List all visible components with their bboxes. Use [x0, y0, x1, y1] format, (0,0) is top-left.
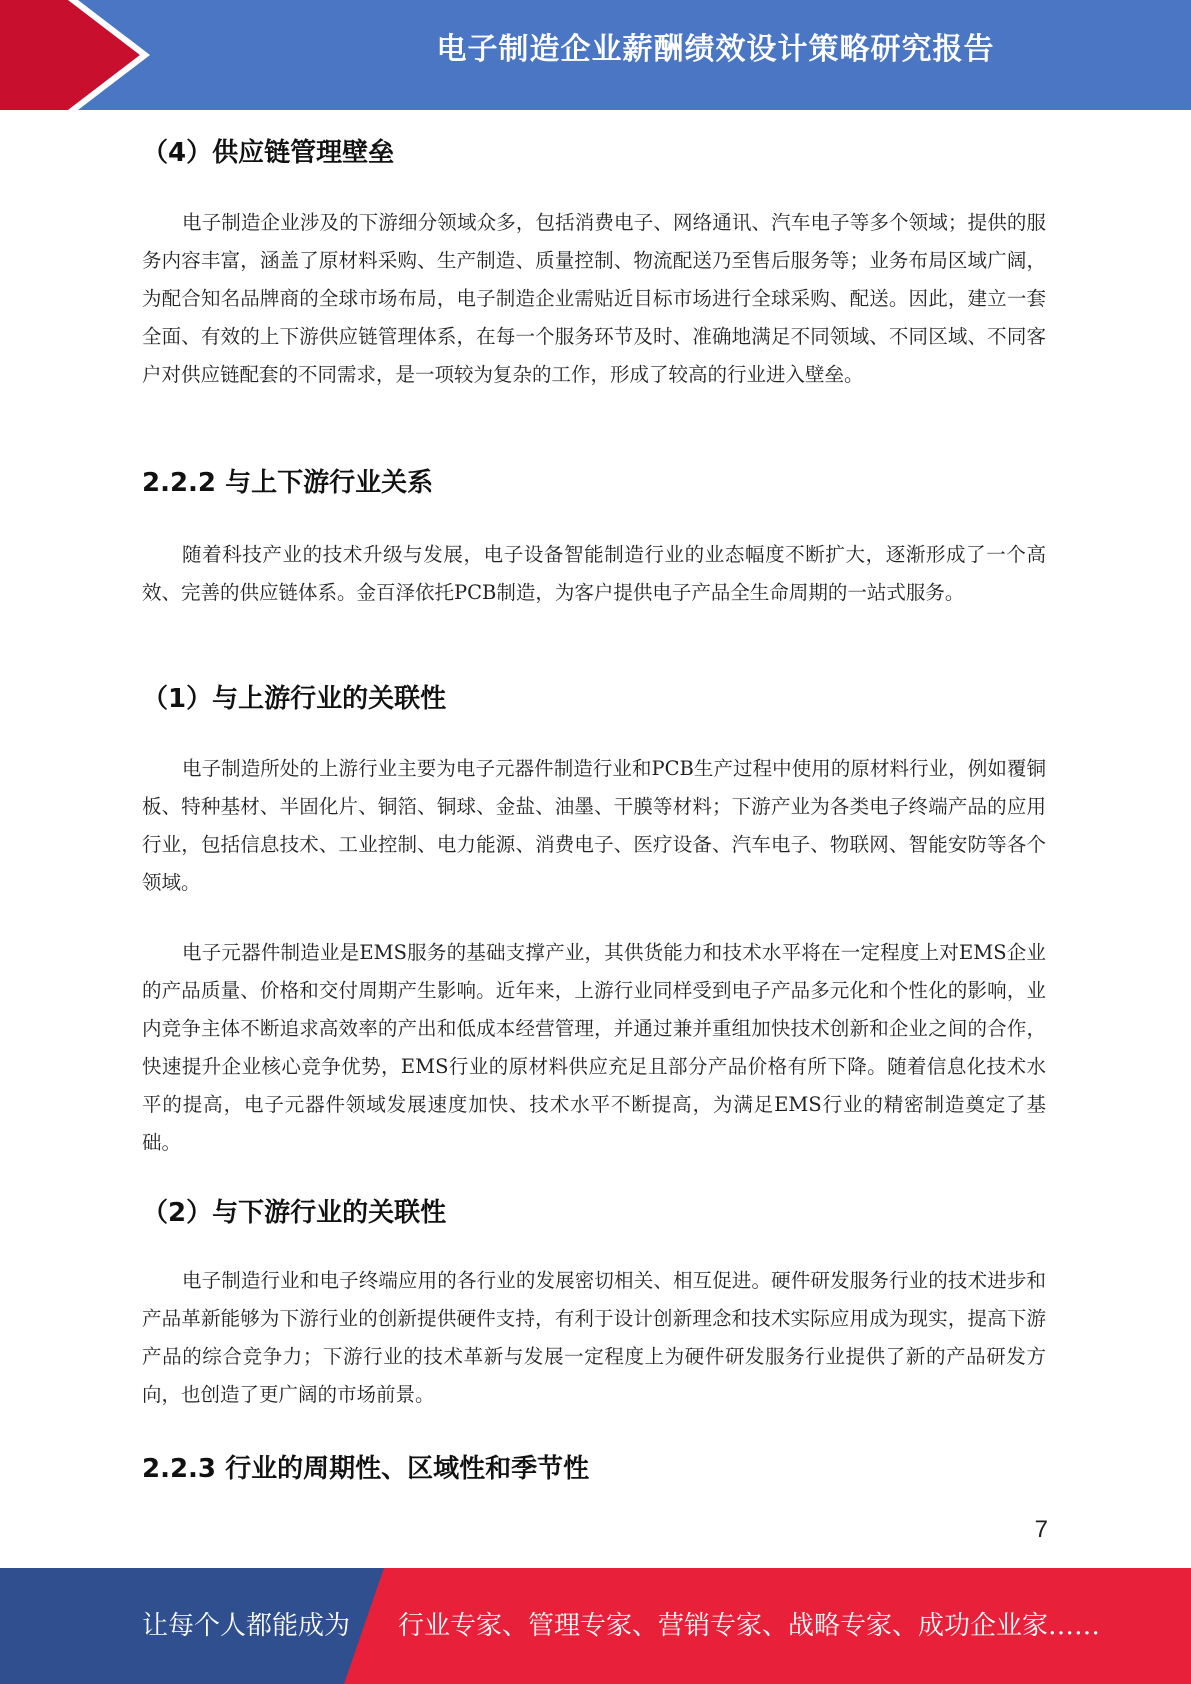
page-header — [0, 0, 1191, 110]
header-arrow-decoration — [0, 0, 150, 110]
page-footer — [0, 1568, 1191, 1684]
paragraph-upstream-relation: 电子制造所处的上游行业主要为电子元器件制造行业和PCB生产过程中使用的原材料行业，例如覆铜板、特种基材、半固化片、铜箔、铜球、金盐、油墨、干膜等材料；下游产业为各类电子终端产品的应用行业，包括信息技术、工业控制、电力能源、消费电子、医疗设备、汽车电子、物联网、智能安防等各个领域。 — [142, 757, 1046, 894]
footer-slogan-left: 让每个人都能成为 — [142, 1611, 351, 1641]
heading-upstream-downstream: 2.2.2 与上下游行业关系 — [142, 468, 434, 498]
paragraph-supply-chain-barrier: 电子制造企业涉及的下游细分领域众多，包括消费电子、网络通讯、汽车电子等多个领域；提供的服务内容丰富，涵盖了原材料采购、生产制造、质量控制、物流配送乃至售后服务等；业务布局区域广阔，为配合知名品牌商的全球市场布局，电子制造企业需贴近目标市场进行全球采购、配送。因此，建立一套全面、有效的上下游供应链管理体系，在每一个服务环节及时、准确地满足不同领域、不同区域、不同客户对供应链配套的不同需求，是一项较为复杂的工作，形成了较高的行业进入壁垒。 — [142, 211, 1046, 386]
footer-slogan-right: 行业专家、管理专家、营销专家、战略专家、成功企业家…… — [398, 1611, 1101, 1641]
paragraph-ems-components: 电子元器件制造业是EMS服务的基础支撑产业，其供货能力和技术水平将在一定程度上对EMS企业的产品质量、价格和交付周期产生影响。近年来，上游行业同样受到电子产品多元化和个性化的影响，业内竞争主体不断追求高效率的产出和低成本经营管理，并通过兼并重组加快技术创新和企业之间的合作，快速提升企业核心竞争优势，EMS行业的原材料供应充足且部分产品价格有所下降。随着信息化技术水平的提高，电子元器件领域发展速度加快、技术水平不断提高，为满足EMS行业的精密制造奠定了基础。 — [142, 941, 1046, 1154]
paragraph-downstream-relation: 电子制造行业和电子终端应用的各行业的发展密切相关、相互促进。硬件研发服务行业的技术进步和产品革新能够为下游行业的创新提供硬件支持，有利于设计创新理念和技术实际应用成为现实，提高下游产品的综合竞争力；下游行业的技术革新与发展一定程度上为硬件研发服务行业提供了新的产品研发方向，也创造了更广阔的市场前景。 — [142, 1269, 1046, 1406]
heading-downstream-relation: （2）与下游行业的关联性 — [142, 1198, 447, 1228]
report-title: 电子制造企业薪酬绩效设计策略研究报告 — [436, 32, 995, 67]
heading-supply-chain-barrier: （4）供应链管理壁垒 — [142, 138, 395, 168]
page-number: 7 — [1034, 1516, 1048, 1543]
heading-upstream-relation: （1）与上游行业的关联性 — [142, 684, 447, 714]
heading-cyclicality: 2.2.3 行业的周期性、区域性和季节性 — [142, 1454, 590, 1484]
paragraph-upstream-downstream: 随着科技产业的技术升级与发展，电子设备智能制造行业的业态幅度不断扩大，逐渐形成了一个高效、完善的供应链体系。金百泽依托PCB制造，为客户提供电子产品全生命周期的一站式服务。 — [142, 543, 1046, 604]
